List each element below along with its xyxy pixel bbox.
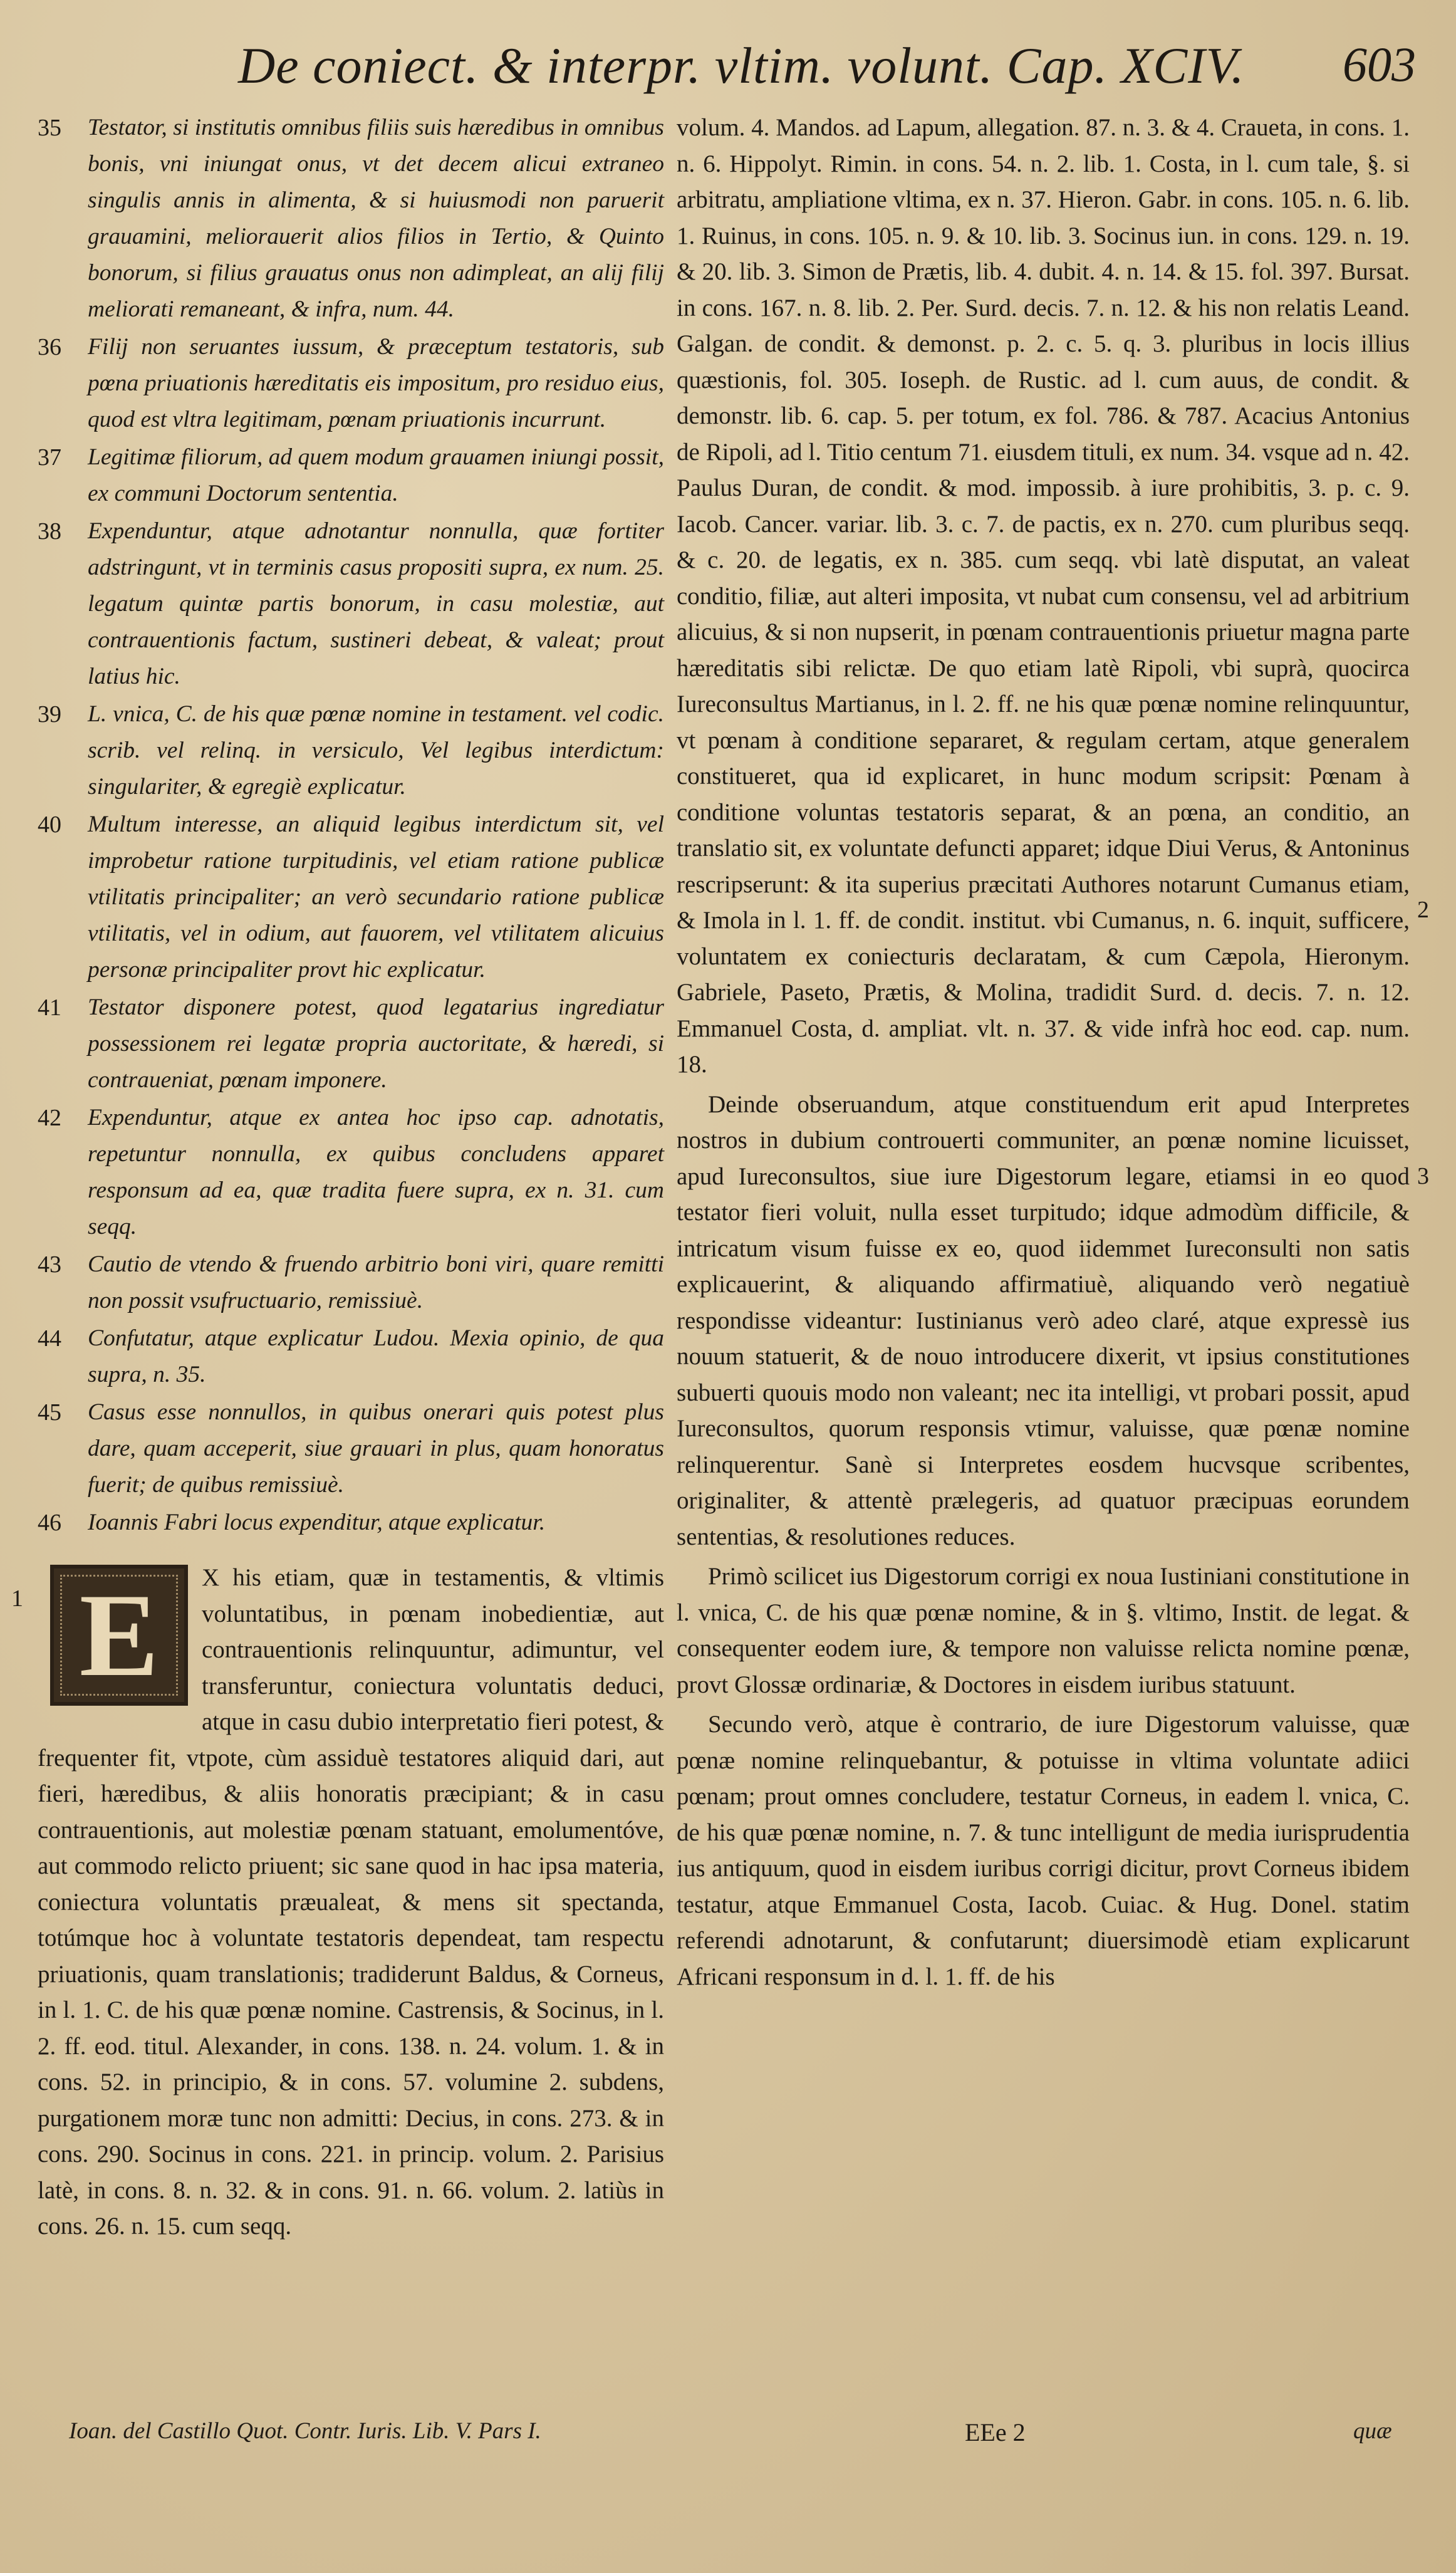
summary-text: Cautio de vtendo & fruendo arbitrio boni viri, quare remitti non possit vsufructuario, remissiuè.	[88, 1251, 664, 1313]
summary-text: Legitimæ filiorum, ad quem modum grauamen iniungi possit, ex communi Doctorum sententia.	[88, 444, 664, 506]
summary-text: Testator, si institutis omnibus filiis suis hæredibus in omnibus bonis, vni iniungat onus, vt det decem alicui extraneo singulis annis in alimenta, & si huiusmodi non paruerit grauamini, meliorauerit alios filios in Tertio, & Quinto bonorum, si filius grauatus onus non adimpleat, an alij filij meliorati remaneant, & infra, num. 44.	[88, 115, 664, 322]
drop-cap-letter: E	[79, 1569, 159, 1701]
left-body-paragraph: X his etiam, quæ in testamentis, & vltimis voluntatibus, in pœnam inobedientiæ, aut contrauentionis relinquuntur, adimuntur, vel transferuntur, coniectura voluntatis deduci, atque in casu dubio interpretatio fieri potest, & frequenter fit, vtpote, cùm assiduè testatores aliquid dari, aut fieri, hæredibus, & aliis honoratis præcipiant; & in casu contrauentionis, aut molestiæ pœnam statuant, emolumentóve, aut commodo relicto priuent; sic sane quod in hac ipsa materia, coniectura voluntatis præualeat, & mens sit spectanda, totúmque hoc à voluntate testatoris dependeat, tam respectu priuationis, quam translationis; tradiderunt Baldus, & Corneus, in l. 1. C. de his quæ pœnæ nomine. Castrensis, & Socinus, in l. 2. ff. eod. titul. Alexander, in cons. 138. n. 24. volum. 1. & in cons. 52. in principio, & in cons. 57. volumine 2. subdens, purgationem moræ tunc non admitti: Decius, in cons. 273. & in cons. 290. Socinus in cons. 221. in princip. volum. 2. Parisius latè, in cons. 8. n. 32. & in cons. 91. n. 66. volum. 2. latiùs in cons. 26. n. 15. cum seqq.	[38, 1564, 664, 2240]
summary-number: 35	[38, 115, 61, 141]
summary-item	[38, 1505, 664, 1541]
summary-number: 43	[38, 1251, 61, 1278]
summary-item	[38, 1320, 664, 1393]
summary-number: 42	[38, 1105, 61, 1131]
summary-item	[38, 806, 664, 988]
summary-text: Casus esse nonnullos, in quibus onerari quis potest plus dare, quam acceperit, siue grauari in plus, quam honoratus fuerit; de quibus remissiuè.	[88, 1399, 664, 1498]
right-paragraph-4: Secundo verò, atque è contrario, de iure Digestorum valuisse, quæ pœnæ nomine relinquebantur, & potuisse in vltima voluntate adiici pœnam; prout omnes concludere, testatur Corneus, in eadem l. vnica, C. de his quæ pœnæ nomine, n. 7. & tunc intelligunt de media iurisprudentia ius antiquum, quod in eisdem iuribus corrigi dicitur, provt Corneus ibidem testatur, atque Emmanuel Costa, Iacob. Cuiac. & Hug. Donel. statim referendi adnotarunt, & confutarunt; diuersimodè etiam explicarunt Africani responsum in d. l. 1. ff. de his	[677, 1711, 1410, 1990]
page-header	[238, 25, 1428, 107]
summary-number: 39	[38, 701, 61, 728]
signature-mark: EEe 2	[965, 2418, 1026, 2446]
summary-number: 46	[38, 1510, 61, 1536]
right-paragraph-1: volum. 4. Mandos. ad Lapum, allegation. 87. n. 3. & 4. Craueta, in cons. 1. n. 6. Hippolyt. Rimin. in cons. 54. n. 2. lib. 1. Costa, in l. cum tale, §. si arbitratu, ampliatione vltima, ex n. 37. Hieron. Gabr. in cons. 105. n. 6. lib. 1. Ruinus, in cons. 105. n. 9. & 10. lib. 3. Socinus iun. in cons. 129. n. 19. & 20. lib. 3. Simon de Prætis, lib. 4. dubit. 4. n. 14. & 15. fol. 397. Bursat. in cons. 167. n. 8. lib. 2. Per. Surd. decis. 7. n. 12. & his non relatis Leand. Galgan. de condit. & demonst. p. 2. c. 5. q. 3. pluribus in locis illius quæstionis, fol. 305. Ioseph. de Rustic. ad l. cum auus, de condit. & demonstr. lib. 6. cap. 5. per totum, ex fol. 786. & 787. Acacius Antonius de Ripoli, ad l. Titio centum 71. eiusdem tituli, ex num. 34. vsque ad n. 42. Paulus Duran, de condit. & mod. impossib. à iure prohibitis, 3. p. c. 9. Iacob. Cancer. variar. lib. 3. c. 7. de pactis, ex n. 270. cum pluribus seqq. & c. 20. de legatis, ex n. 385. cum seqq. vbi latè disputat, an valeat conditio, filiæ, aut alteri imposita, vt nubat cum consensu, vel ad arbitrium alicuius, & si non nupserit, in pœnam contrauentionis priuetur magna parte hæreditatis sibi relictæ. De quo etiam latè Ripoli, vbi suprà, quocirca Iureconsultus Martianus, in l. 2. ff. ne his quæ pœnæ nomine relinquuntur, vt pœnam à conditione separaret, & regulam certam, atque generalem constitueret, qua id explicaret, in hunc modum scripsit: Pœnam à conditione voluntas testatoris separat, & an pœna, an conditio, an translatio sit, ex voluntate defuncti apparet; idque Diui Verus, & Antoninus rescripserunt: & ita superius præcitati Authores notarunt Cumanus etiam, & Imola in l. 1. ff. de condit. institut. vbi Cumanus, n. 6. inquit, sufficere, voluntatem ex coniecturis declaratam, & cum Cæpola, Hieronym. Gabriele, Paseto, Prætis, & Molina, tradidit Surd. d. decis. 7. n. 12. Emmanuel Costa, d. ampliat. vlt. n. 37. & vide infrà hoc eod. cap. num. 18.	[677, 114, 1410, 1078]
summary-number: 36	[38, 334, 61, 360]
summary-text: Multum interesse, an aliquid legibus interdictum sit, vel improbetur ratione turpitudinis, vel etiam ratione publicæ vtilitatis principaliter; an verò secundario ratione publicæ vtilitatis, vel in odium, aut fauorem, vel vtilitatem alicuius personæ principaliter provt hic explicatur.	[88, 812, 664, 983]
summary-item	[38, 1394, 664, 1503]
summary-text: Expenduntur, atque ex antea hoc ipso cap. adnotatis, repetuntur nonnulla, ex quibus concludens apparet responsum ad ea, quæ tradita fuere supra, ex n. 31. cum seqq.	[88, 1105, 664, 1240]
margin-number-2: 2	[1417, 897, 1429, 923]
page-number: 603	[1343, 37, 1416, 91]
summary-text: Ioannis Fabri locus expenditur, atque explicatur.	[88, 1510, 546, 1535]
running-title: De coniect. & interpr. vltim. volunt. Cap. XCIV.	[238, 37, 1245, 94]
summary-text: Expenduntur, atque adnotantur nonnulla, quæ fortiter adstringunt, vt in terminis casus propositi supra, ex num. 25. legatum quintæ partis bonorum, in casu molestiæ, aut contrauentionis factum, sustineri debeat, & valeat; prout latius hic.	[88, 518, 664, 689]
summary-text: Confutatur, atque explicatur Ludou. Mexia opinio, de qua supra, n. 35.	[88, 1325, 664, 1387]
summary-item	[38, 1246, 664, 1319]
margin-number-3: 3	[1417, 1163, 1429, 1189]
right-paragraph-2: Deinde obseruandum, atque constituendum erit apud Interpretes nostros in dubium controuerti communiter, an pœnæ nomine licuisset, apud Iureconsultos, siue iure Digestorum legare, etiamsi in eo quod testator fieri voluit, nulla esset turpitudo; idque admodùm difficile, & intricatum visum fuisse ex eo, quod iidemmet Iureconsulti non satis explicauerint, & aliquando affirmatiuè, aliquando verò negatiuè respondisse videantur: Iustinianus verò adeo claré, atque expressè ius nouum statuerit, & de nouo introducere dixerit, vt ipsius constitutiones subuerti quouis modo non valeant; nec ita intelligi, vt probari possit, apud Iureconsultos, quorum responsis vtimur, valuisse, quæ pœnæ nomine relinquerentur. Sanè si Interpretes eosdem hucvsque scribentes, originaliter, & attentè prælegeris, ad quatuor præcipuas eorundem sententias, & resolutiones reduces.	[677, 1090, 1410, 1550]
summary-list	[38, 110, 664, 1541]
summary-number: 40	[38, 812, 61, 838]
summary-item	[38, 329, 664, 438]
summary-item	[38, 696, 664, 805]
right-column	[677, 110, 1410, 1998]
summary-number: 44	[38, 1325, 61, 1352]
summary-text: Testator disponere potest, quod legatarius ingrediatur possessionem rei legatæ propria auctoritate, & hæredi, si contraueniat, pœnam imponere.	[88, 994, 664, 1093]
summary-item	[38, 1100, 664, 1245]
summary-number: 38	[38, 518, 61, 545]
summary-number: 45	[38, 1399, 61, 1426]
summary-text: L. vnica, C. de his quæ pœnæ nomine in testament. vel codic. scrib. vel relinq. in versiculo, Vel legibus interdictum: singulariter, & egregiè explicatur.	[88, 701, 664, 800]
left-column	[11, 110, 664, 2248]
summary-item	[38, 110, 664, 328]
summary-number: 41	[38, 994, 61, 1021]
left-body	[11, 1560, 664, 2245]
drop-cap	[50, 1565, 188, 1706]
summary-item	[38, 439, 664, 512]
summary-item	[38, 513, 664, 695]
summary-number: 37	[38, 444, 61, 471]
summary-text: Filij non seruantes iussum, & præceptum testatoris, sub pœna priuationis hæreditatis eis impositum, pro residuo eius, quod est vltra legitimam, pœnam priuationis incurrunt.	[88, 334, 664, 432]
right-paragraph-3: Primò scilicet ius Digestorum corrigi ex noua Iustiniani constitutione in l. vnica, C. de his quæ pœnæ nomine, & in §. vltimo, Instit. de legat. & consequenter eodem iure, & tempore non valuisse relicta nomine pœnæ, provt Glossæ ordinariæ, & Doctores in eisdem iuribus statuunt.	[677, 1563, 1410, 1698]
catchword: quæ	[1353, 2418, 1392, 2444]
margin-number: 1	[11, 1585, 23, 1612]
signature-line: Ioan. del Castillo Quot. Contr. Iuris. Lib. V. Pars I.	[69, 2418, 541, 2444]
summary-item	[38, 989, 664, 1099]
